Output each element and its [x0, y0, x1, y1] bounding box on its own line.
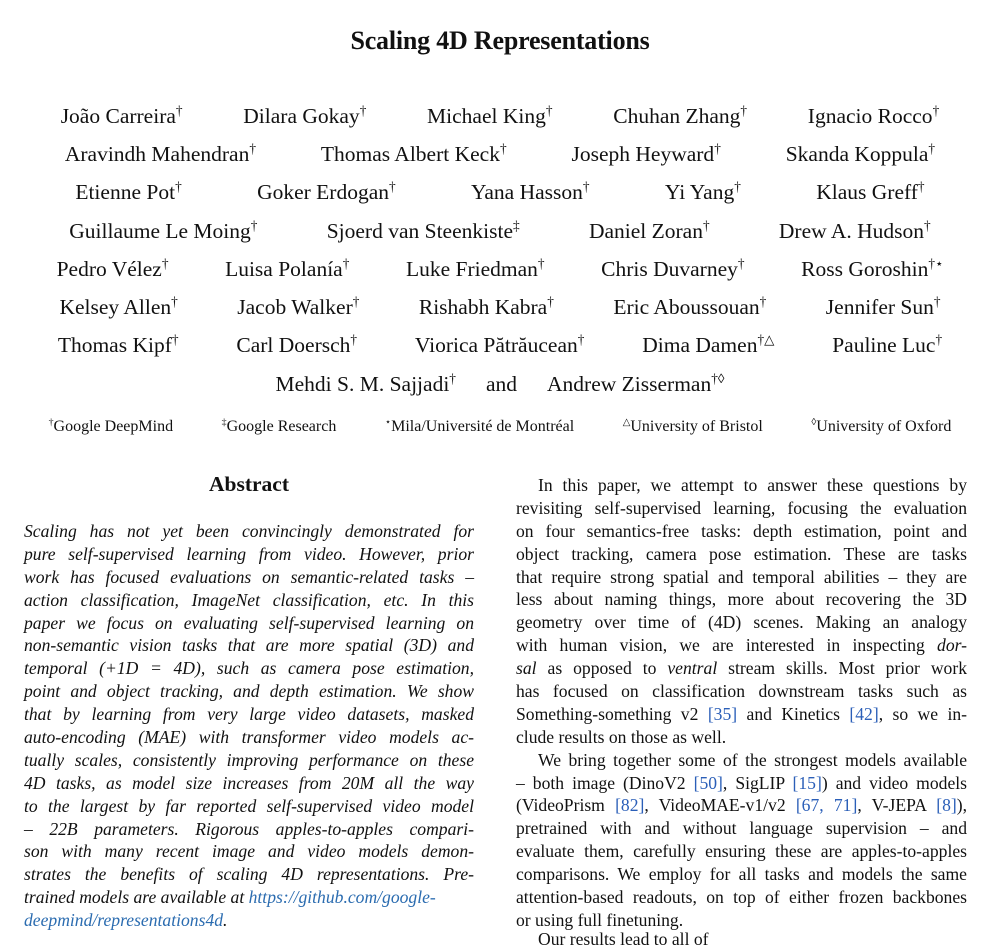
intro-column — [516, 474, 967, 932]
author-name: Carl Doersch† — [236, 331, 358, 357]
author-and-word: and — [485, 372, 518, 396]
author-name: Etienne Pot† — [75, 178, 182, 204]
abstract-body — [24, 520, 474, 932]
citation-71[interactable]: 71] — [833, 795, 858, 816]
abstract-line: action classification, ImageNet classification, etc. In this — [24, 589, 474, 610]
author-name: Chuhan Zhang† — [613, 102, 748, 128]
author-row — [0, 180, 1000, 205]
abstract-line: work has focused evaluations on semantic-related tasks – — [24, 566, 474, 587]
cut-off-line: Our results lead to all of — [538, 929, 709, 949]
author-name: Eric Aboussouan† — [613, 293, 767, 319]
abstract-line: trained models are available at https://github.com/google- — [24, 887, 436, 908]
author-name: Joseph Heyward† — [571, 140, 721, 166]
abstract-line: 4D tasks, as model size increases from 20M all the way — [24, 772, 474, 793]
author-name: Dima Damen†△ — [642, 331, 775, 357]
abstract-heading: Abstract — [208, 472, 289, 496]
intro-line: attention-based readouts, on top of either frozen backbones — [516, 887, 967, 908]
author-row — [0, 257, 1000, 282]
intro-line: or using full finetuning. — [516, 909, 684, 930]
citation-15[interactable]: [15] — [792, 772, 822, 793]
author-row — [0, 104, 1000, 129]
abstract-line: non-semantic vision tasks that are more spatial (3D) and — [24, 635, 474, 656]
citation-50[interactable]: [50] — [693, 772, 723, 793]
affiliation-oxford: ◊University of Oxford — [811, 416, 952, 435]
intro-line: geometry over time of (4D) scenes. Making an analogy — [516, 612, 967, 633]
intro-line: Something-something v2 [35] and Kinetics [42], so we in- — [516, 703, 968, 724]
author-name: Sjoerd van Steenkiste‡ — [326, 217, 520, 243]
code-link-cont[interactable]: deepmind/representations4d — [24, 910, 224, 931]
abstract-line: to the largest by far reported self-supervised video model — [24, 795, 474, 816]
author-name: Thomas Kipf† — [57, 331, 179, 357]
author-name: Skanda Koppula† — [785, 140, 936, 166]
affiliation-bristol: △University of Bristol — [622, 416, 763, 435]
author-name: Pedro Vélez† — [56, 255, 169, 281]
abstract-line: paper we focus on evaluating self-supervised learning on — [24, 612, 474, 633]
abstract-line: pure self-supervised learning from video. However, prior — [24, 543, 474, 564]
author-name: Goker Erdogan† — [257, 178, 396, 204]
author-name: Rishabh Kabra† — [418, 293, 554, 319]
intro-line: that require strong spatial and temporal abilities – they are — [516, 566, 967, 587]
author-mehdi-sajjadi: Mehdi S. M. Sajjadi† — [275, 370, 456, 396]
author-name: Yana Hasson† — [471, 178, 590, 204]
abstract-line: auto-encoding (MAE) with transformer video models ac- — [24, 727, 474, 748]
author-name: Luke Friedman† — [405, 255, 545, 281]
author-name: Michael King† — [427, 102, 553, 128]
author-name: Kelsey Allen† — [59, 293, 178, 319]
intro-line: In this paper, we attempt to answer these questions by — [538, 475, 967, 495]
intro-line: sal as opposed to ventral stream skills. Most prior work — [516, 658, 967, 679]
intro-line: less about naming things, more about recovering the 3D — [516, 589, 967, 610]
author-name: Daniel Zoran† — [588, 217, 710, 243]
intro-line: comparisons. We employ for all tasks and models the same — [516, 864, 967, 885]
abstract-line: Scaling has not yet been convincingly demonstrated for — [24, 521, 474, 541]
intro-line: evaluate them, carefully ensuring these are apples-to-apples — [516, 841, 967, 862]
intro-line: has focused on classification downstream tasks such as — [516, 681, 967, 702]
author-row — [0, 295, 1000, 320]
author-name: Aravindh Mahendran† — [64, 140, 256, 166]
intro-line: – both image (DinoV2 [50], SigLIP [15]) and video models — [516, 772, 968, 793]
abstract-line: tually scales, consistently improving performance on these — [24, 749, 474, 770]
abstract-line: – 22B parameters. Rigorous apples-to-apples compari- — [24, 818, 474, 839]
intro-line: on four semantics-free tasks: depth estimation, point and — [516, 520, 967, 541]
abstract-line: that by learning from very large video datasets, masked — [24, 704, 474, 725]
intro-line: We bring together some of the strongest models available — [538, 749, 967, 770]
author-name: Luisa Polanía† — [225, 255, 350, 281]
affiliation-google-research: ‡Google Research — [221, 416, 337, 435]
abstract-line: strates the benefits of scaling 4D representations. Pre- — [24, 864, 474, 885]
author-name: Viorica Pătrăucean† — [414, 331, 585, 357]
author-name: João Carreira† — [60, 102, 183, 128]
abstract-line: point and object tracking, and depth estimation. We show — [24, 681, 474, 702]
author-name: Ignacio Rocco† — [807, 102, 940, 128]
author-andrew-zisserman: Andrew Zisserman†◊ — [547, 370, 725, 396]
intro-line: revisiting self-supervised learning, focusing the evaluation — [516, 497, 967, 518]
author-name: Yi Yang† — [664, 178, 741, 204]
intro-line: with human vision, we are interested in inspecting dor- — [516, 635, 967, 656]
intro-line: pretrained with and without language supervision – and — [516, 818, 967, 839]
author-row-last — [0, 372, 1000, 397]
citation-8[interactable]: [8] — [936, 795, 957, 816]
code-link[interactable]: https://github.com/google- — [248, 887, 436, 908]
author-name: Ross Goroshin†⋆ — [801, 255, 944, 281]
author-name: Jennifer Sun† — [825, 293, 941, 319]
author-row — [0, 219, 1000, 244]
citation-67[interactable]: [67, — [795, 795, 824, 816]
abstract-line: son with many recent image and video models demon- — [24, 841, 474, 862]
intro-line: clude results on those as well. — [516, 726, 727, 747]
author-name: Dilara Gokay† — [243, 102, 367, 128]
author-row — [0, 142, 1000, 167]
author-name: Jacob Walker† — [237, 293, 360, 319]
intro-line: object tracking, camera pose estimation. These are tasks — [516, 543, 967, 564]
affiliation-google-deepmind: †Google DeepMind — [48, 416, 174, 435]
author-name: Guillaume Le Moing† — [69, 217, 258, 243]
intro-line: (VideoPrism [82], VideoMAE-v1/v2 [67, 71], V-JEPA [8]), — [516, 795, 967, 816]
abstract-line: deepmind/representations4d. — [24, 910, 228, 931]
paper-title: Scaling 4D Representations — [350, 26, 650, 55]
abstract-line: temporal (+1D = 4D), such as camera pose estimation, — [24, 658, 474, 679]
author-row — [0, 333, 1000, 358]
citation-42[interactable]: [42] — [849, 703, 879, 724]
author-name: Pauline Luc† — [832, 331, 943, 357]
author-name: Thomas Albert Keck† — [320, 140, 507, 166]
author-name: Drew A. Hudson† — [778, 217, 931, 243]
author-name: Klaus Greff† — [816, 178, 925, 204]
affiliation-mila: ⋆Mila/Université de Montréal — [384, 416, 575, 435]
author-name: Chris Duvarney† — [601, 255, 745, 281]
citation-35[interactable]: [35] — [707, 703, 738, 724]
affiliations — [0, 418, 1000, 436]
citation-82[interactable]: [82] — [615, 795, 645, 816]
